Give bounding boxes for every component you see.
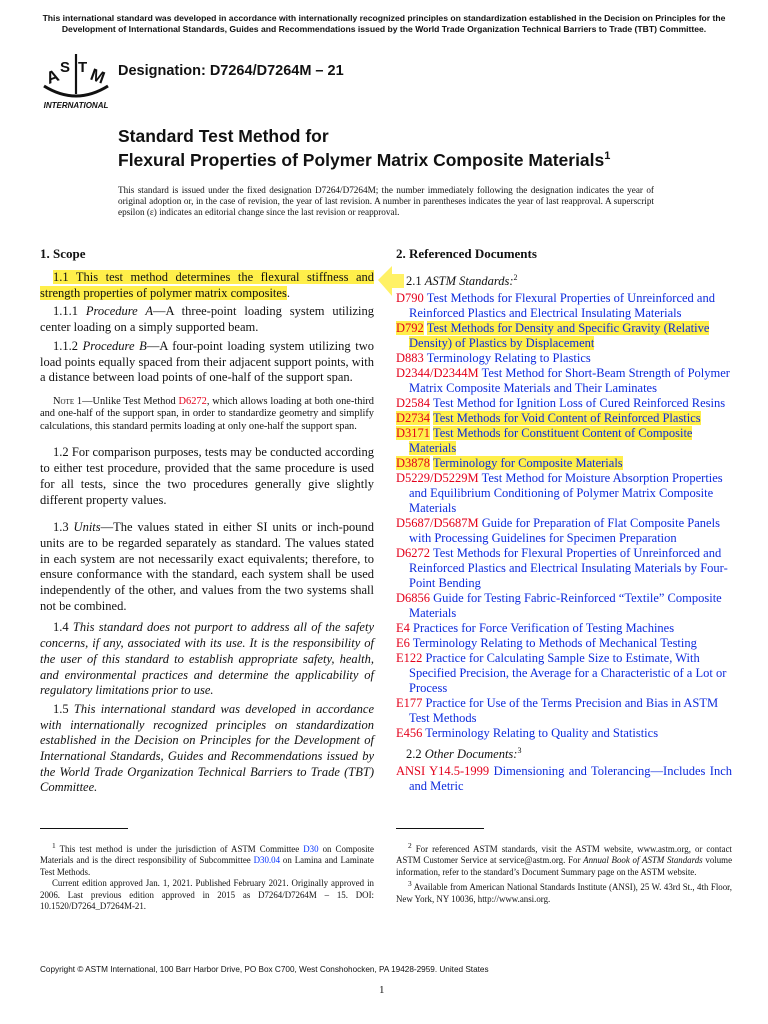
ref-code[interactable]: D883: [396, 351, 424, 366]
ref-title[interactable]: Terminology Relating to Methods of Mechanical Testing: [412, 636, 697, 651]
ref-item-e6[interactable]: [396, 636, 732, 651]
scope-1-1: 1.1 This test method determines the flexural stiffness and strength properties of polymer matrix composites.: [40, 270, 374, 300]
ref-item-ansi[interactable]: ANSI Y14.5-1999 Dimensioning and Tolerancing—Includes Inch and Metric: [396, 764, 732, 794]
ref-code[interactable]: D3171: [396, 426, 431, 441]
svg-text:INTERNATIONAL: INTERNATIONAL: [43, 101, 109, 110]
link-d6272[interactable]: D6272: [178, 395, 207, 407]
ref-title[interactable]: Test Methods for Void Content of Reinforced Plastics: [432, 411, 701, 426]
ref-item-d792[interactable]: [396, 321, 732, 351]
ref-code[interactable]: D790: [396, 291, 424, 306]
note-1: Note 1—Unlike Test Method D6272, which allows loading at both one-third and one-half of the support span, in order to standardize geometry and simplify calculations, this standard permits loading at only one-half the support span.: [40, 395, 374, 432]
ref-code[interactable]: D5229/D5229M: [396, 471, 479, 486]
reference-list: [396, 291, 732, 741]
ref-code[interactable]: D2344/D2344M: [396, 366, 479, 381]
link-d30[interactable]: D30: [303, 843, 319, 854]
footnote-3: $^3$ Available from American National Standards Institute (ANSI), 25 W. 43rd St., 4th Floor, New York, NY 10036, http://www.ansi.org.: [396, 879, 732, 904]
references-heading: 2. Referenced Documents: [396, 246, 537, 261]
referenced-documents-column: [396, 246, 732, 794]
ref-code[interactable]: E456: [396, 726, 423, 741]
ref-item-d5229-d5229m[interactable]: [396, 471, 732, 516]
ref-title[interactable]: Test Methods for Density and Specific Gravity (Relative Density) of Plastics by Displacement: [409, 321, 710, 351]
footnotes-right: [396, 828, 732, 905]
svg-text:A: A: [43, 65, 62, 88]
ref-item-d883[interactable]: [396, 351, 732, 366]
ref-title[interactable]: Practices for Force Verification of Testing Machines: [413, 621, 675, 636]
astm-standards-label: 2.1 ASTM Standards:$^2$: [406, 273, 518, 289]
ref-code[interactable]: D3878: [396, 456, 431, 471]
scope-1-1-2: 1.1.2 Procedure B—A four-point loading system utilizing two load points equally spaced from their adjacent support points, with a distance between load points of one-half of the support span.: [40, 338, 375, 385]
ref-title[interactable]: Test Methods for Flexural Properties of Unreinforced and Reinforced Plastics and Electrical Insulating Materials by Four-Point Bending: [409, 546, 728, 591]
scope-1-3: 1.3 Units—The values stated in either SI units or inch-pound units are to be regarded separately as standard. The values stated in each system are not necessarily exact equivalents; therefore, to ensure conformance with the standard, each system shall be used independently of the other, and values from the two systems shall not be combined.: [40, 520, 374, 613]
ref-title[interactable]: Terminology for Composite Materials: [432, 456, 623, 471]
ref-code[interactable]: E122: [396, 651, 423, 666]
svg-text:S: S: [60, 59, 71, 76]
ref-code[interactable]: D6272: [396, 546, 431, 561]
footnote-rule: [396, 828, 484, 829]
ref-title[interactable]: Test Method for Ignition Loss of Cured Reinforced Resins: [432, 396, 726, 411]
top-notice: This international standard was developed in accordance with internationally recognized principles on standardization established in the Decision on Principles for the Development of International Standards, Guides and Recommendations issued by the World Trade Organization Technical Barriers to Trade (TBT) Committee.: [42, 13, 726, 34]
ref-code[interactable]: D792: [396, 321, 424, 336]
footnote-rule: [40, 828, 128, 829]
page-number: 1: [379, 984, 385, 996]
footnote-1-edition: Current edition approved Jan. 1, 2021. Published February 2021. Originally approved in 2006. Last previous edition approved in 2015 as D7264/D7264M – 15. DOI: 10.1520/D7264_D7264M-21.: [40, 878, 374, 911]
document-title: [118, 126, 610, 170]
footnote-1: $^1$ This test method is under the jurisdiction of ASTM Committee D30 on Composite Materials and is the direct responsibility of Subcommittee D30.04 on Lamina and Laminate Test Methods.: [40, 841, 374, 877]
svg-text:M: M: [87, 64, 108, 88]
title-line-2: Flexural Properties of Polymer Matrix Composite Materials$^1$: [118, 149, 611, 170]
ref-title[interactable]: Test Methods for Flexural Properties of Unreinforced and Reinforced Plastics and Electrical Insulating Materials: [409, 291, 715, 321]
ref-item-d2584[interactable]: [396, 396, 732, 411]
scope-1-1-1: 1.1.1 Procedure A—A three-point loading system utilizing center loading on a simply supported beam.: [40, 304, 374, 335]
ref-code[interactable]: E177: [396, 696, 423, 711]
ref-item-d2734[interactable]: [396, 411, 732, 426]
scope-1-4: 1.4 This standard does not purport to address all of the safety concerns, if any, associated with its use. It is the responsibility of the user of this standard to establish appropriate safety, health, and environmental practices and determine the applicability of regulatory limitations prior to use.: [40, 620, 374, 698]
footnotes-left: [40, 828, 374, 912]
scope-1-2: 1.2 For comparison purposes, tests may be conducted according to either test procedure, provided that the same procedure is used for all tests, since the two procedures generally give slightly different property values.: [40, 445, 374, 507]
ref-item-d3878[interactable]: [396, 456, 732, 471]
ref-title[interactable]: Terminology Relating to Quality and Statistics: [425, 726, 659, 741]
ref-item-e177[interactable]: [396, 696, 732, 726]
svg-text:T: T: [78, 59, 88, 76]
ref-item-d2344-d2344m[interactable]: [396, 366, 732, 396]
scope-1-5: 1.5 This international standard was developed in accordance with internationally recognized principles on standardization established in the Decision on Principles for the Development of International Standards, Guides and Recommendations issued by the World Trade Organization Technical Barriers to Trade (TBT) Committee.: [40, 701, 375, 795]
other-documents-label: 2.2 Other Documents:$^3$: [406, 746, 522, 762]
ref-code[interactable]: E4: [396, 621, 410, 636]
ref-item-d3171[interactable]: [396, 426, 732, 456]
ref-item-e456[interactable]: [396, 726, 732, 741]
ref-item-d6856[interactable]: [396, 591, 732, 621]
ref-title[interactable]: Guide for Testing Fabric-Reinforced “Textile” Composite Materials: [409, 591, 722, 621]
title-line-1: Standard Test Method for: [118, 126, 329, 146]
ref-code[interactable]: E6: [396, 636, 410, 651]
ref-title[interactable]: Practice for Calculating Sample Size to Estimate, With Specified Precision, the Average for a Characteristic of a Lot or Process: [409, 651, 727, 696]
ref-item-d5687-d5687m[interactable]: [396, 516, 732, 546]
ref-item-d790[interactable]: [396, 291, 732, 321]
ref-title[interactable]: Test Method for Moisture Absorption Properties and Equilibrium Conditioning of Polymer Matrix Composite Materials: [409, 471, 723, 516]
ref-title[interactable]: Practice for Use of the Terms Precision and Bias in ASTM Test Methods: [409, 696, 719, 726]
ref-title[interactable]: Guide for Preparation of Flat Composite Panels with Processing Guidelines for Specimen Preparation: [409, 516, 720, 546]
ref-title[interactable]: Test Methods for Constituent Content of Composite Materials: [409, 426, 693, 456]
astm-logo: [40, 50, 112, 110]
ref-code[interactable]: D2584: [396, 396, 431, 411]
ref-title[interactable]: Test Method for Short-Beam Strength of Polymer Matrix Composite Materials and Their Laminates: [409, 366, 730, 396]
copyright-footer: Copyright © ASTM International, 100 Barr Harbor Drive, PO Box C700, West Conshohocken, PA 19428-2959. United States: [40, 965, 489, 974]
ref-item-e122[interactable]: [396, 651, 732, 696]
ref-code[interactable]: D2734: [396, 411, 431, 426]
link-d30-04[interactable]: D30.04: [253, 855, 281, 866]
footnote-2: $^2$ For referenced ASTM standards, visit the ASTM website, www.astm.org, or contact ASTM Customer Service at service@astm.org. For Annual Book of ASTM Standards volume information, refer to the standard’s Document Summary page on the ASTM website.: [396, 841, 733, 877]
scope-column: [40, 246, 374, 796]
ref-title[interactable]: Terminology Relating to Plastics: [426, 351, 591, 366]
designation: Designation: D7264/D7264M – 21: [118, 63, 344, 79]
scope-heading: 1. Scope: [40, 246, 86, 261]
ref-code[interactable]: D5687/D5687M: [396, 516, 479, 531]
ref-item-d6272[interactable]: [396, 546, 732, 591]
ref-item-e4[interactable]: [396, 621, 732, 636]
issue-note: This standard is issued under the fixed designation D7264/D7264M; the number immediately following the designation indicates the year of original adoption or, in the case of revision, the year of last revision. A number in parentheses indicates the year of last reapproval. A superscript epsilon (ε) indicates an editorial change since the last revision or reapproval.: [118, 185, 654, 217]
ref-code[interactable]: D6856: [396, 591, 431, 606]
